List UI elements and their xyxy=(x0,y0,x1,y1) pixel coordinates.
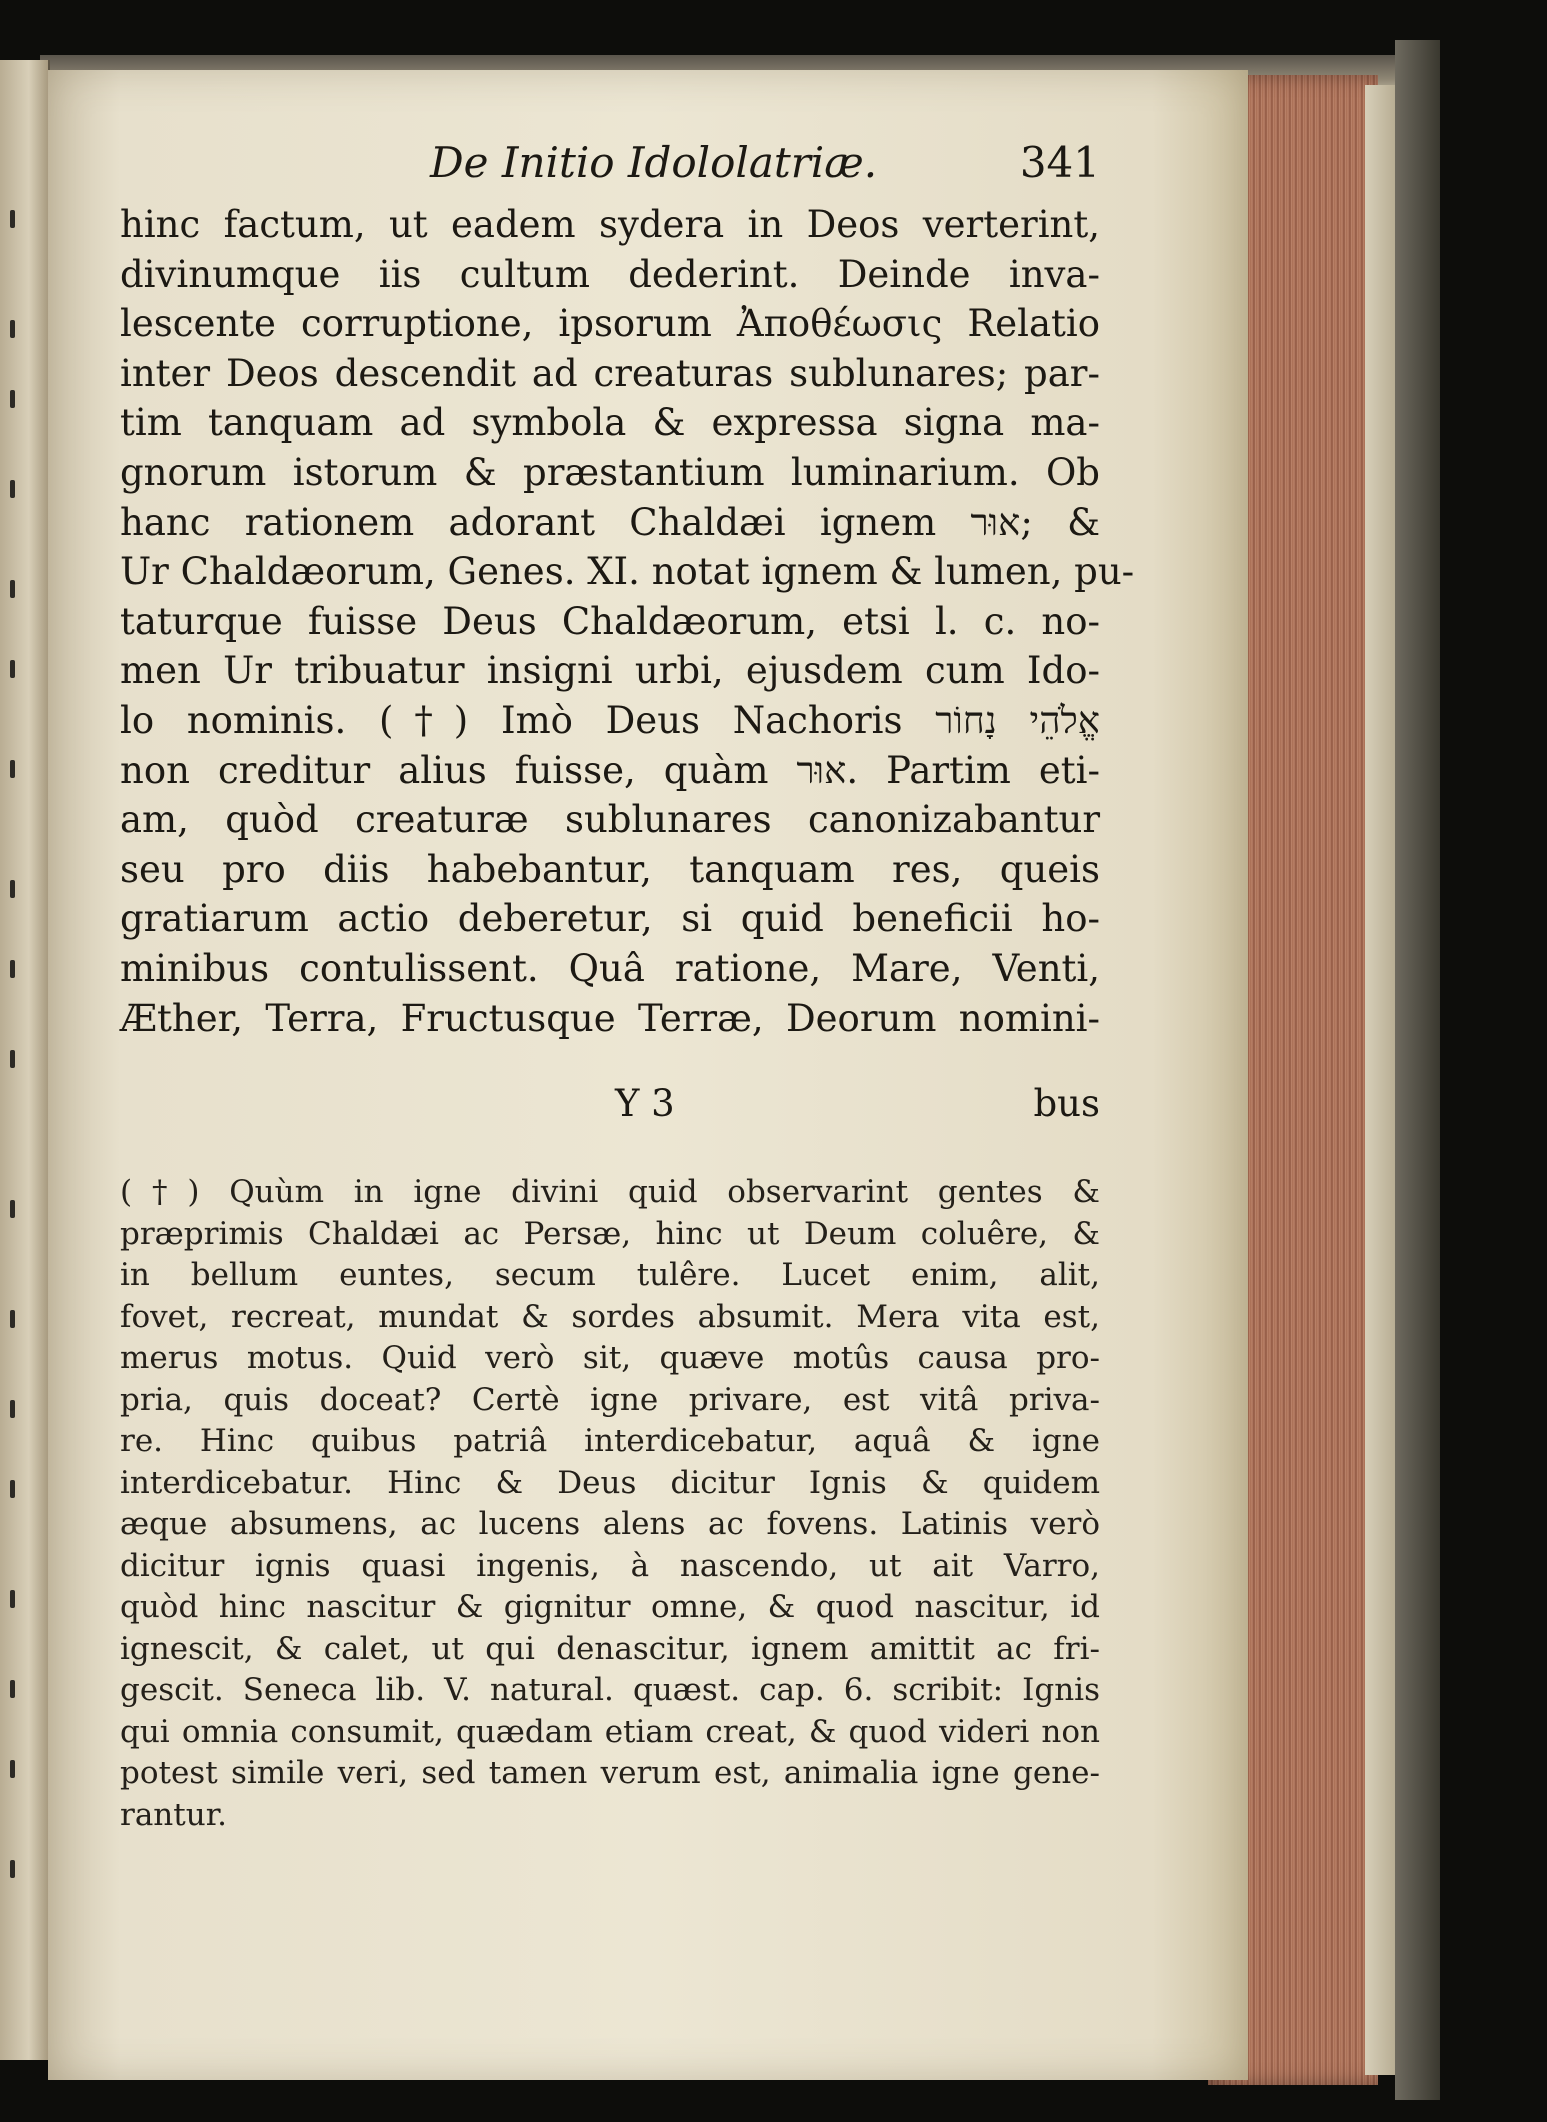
previous-page-ink-marks xyxy=(6,60,36,2060)
text-line: taturque fuisse Deus Chaldæorum, etsi l. c. no- xyxy=(120,599,1100,643)
footnote-line: re. Hinc quibus patriâ interdicebatur, aquâ & igne xyxy=(120,1423,1100,1459)
text-line: Æther, Terra, Fructusque Terræ, Deorum nomini- xyxy=(120,996,1100,1040)
running-title: De Initio Idololatriæ. xyxy=(430,138,878,187)
footnote-line: æque absumens, ac lucens alens ac fovens. Latinis verò xyxy=(120,1506,1100,1542)
footnote-line: in bellum euntes, secum tulêre. Lucet enim, alit, xyxy=(120,1257,1100,1293)
previous-page-margin xyxy=(0,60,50,2060)
text-line: divinumque iis cultum dederint. Deinde inva- xyxy=(120,252,1100,296)
book-cover-edge xyxy=(1395,40,1440,2100)
footnote-line: gescit. Seneca lib. V. natural. quæst. cap. 6. scribit: Ignis xyxy=(120,1672,1100,1708)
footnote-line: qui omnia consumit, quædam etiam creat, & quod videri non xyxy=(120,1713,1100,1750)
text-line: seu pro diis habebantur, tanquam res, queis xyxy=(120,847,1100,891)
text-line: men Ur tribuatur insigni urbi, ejusdem cum Ido- xyxy=(120,649,1100,693)
signature-mark: Y 3 xyxy=(615,1082,675,1125)
page-stack-edge-light xyxy=(1365,85,1395,2075)
text-line: inter Deos descendit ad creaturas sublunares; par- xyxy=(120,351,1100,395)
catchword: bus xyxy=(1033,1082,1100,1125)
footnote-line: interdicebatur. Hinc & Deus dicitur Ignis & quidem xyxy=(120,1464,1100,1501)
text-line: gratiarum actio deberetur, si quid beneficii ho- xyxy=(120,897,1100,941)
signature-line xyxy=(120,1082,1100,1132)
text-line: tim tanquam ad symbola & expressa signa ma- xyxy=(120,401,1100,445)
footnote-line: rantur. xyxy=(120,1796,227,1833)
footnote-line: dicitur ignis quasi ingenis, à nascendo, ut ait Varro, xyxy=(120,1547,1100,1584)
text-line: am, quòd creaturæ sublunares canonizabantur xyxy=(120,798,1100,842)
main-text xyxy=(120,200,1135,1043)
text-line: Ur Chaldæorum, Genes. XI. notat ignem & lumen, pu- xyxy=(120,550,1135,594)
footnote-line: fovet, recreat, mundat & sordes absumit. Mera vita est, xyxy=(120,1298,1100,1335)
page-number: 341 xyxy=(1019,138,1100,187)
footnote-line: pria, quis doceat? Certè igne privare, est vitâ priva- xyxy=(120,1381,1100,1418)
footnote-line: ignescit, & calet, ut qui denascitur, ignem amittit ac fri- xyxy=(120,1630,1100,1667)
page-header xyxy=(120,138,1100,198)
footnote-line: (†) Quùm in igne divini quid observarint gentes & xyxy=(120,1174,1100,1210)
text-line: hinc factum, ut eadem sydera in Deos verterint, xyxy=(120,203,1100,246)
footnote-line: merus motus. Quid verò sit, quæve motûs causa pro- xyxy=(120,1340,1100,1376)
footnote-line: quòd hinc nascitur & gignitur omne, & quod nascitur, id xyxy=(120,1589,1100,1625)
text-line: hanc rationem adorant Chaldæi ignem אוּר; & xyxy=(120,500,1101,544)
text-line: non creditur alius fuisse, quàm אוּר. Partim eti- xyxy=(120,748,1100,792)
footnote-line: præprimis Chaldæi ac Persæ, hinc ut Deum coluêre, & xyxy=(120,1215,1100,1252)
footnote xyxy=(120,1172,1100,1836)
text-line: gnorum istorum & præstantium luminarium. Ob xyxy=(120,450,1100,494)
text-line: lo nominis. (†) Imò Deus Nachoris אֱלֹהֵי נָחוֹר xyxy=(120,698,1101,742)
text-line: minibus contulissent. Quâ ratione, Mare, Venti, xyxy=(120,946,1100,990)
text-line: lescente corruptione, ipsorum Ἀποθέωσις Relatio xyxy=(120,302,1100,346)
footnote-line: potest simile veri, sed tamen verum est, animalia igne gene- xyxy=(120,1755,1100,1791)
